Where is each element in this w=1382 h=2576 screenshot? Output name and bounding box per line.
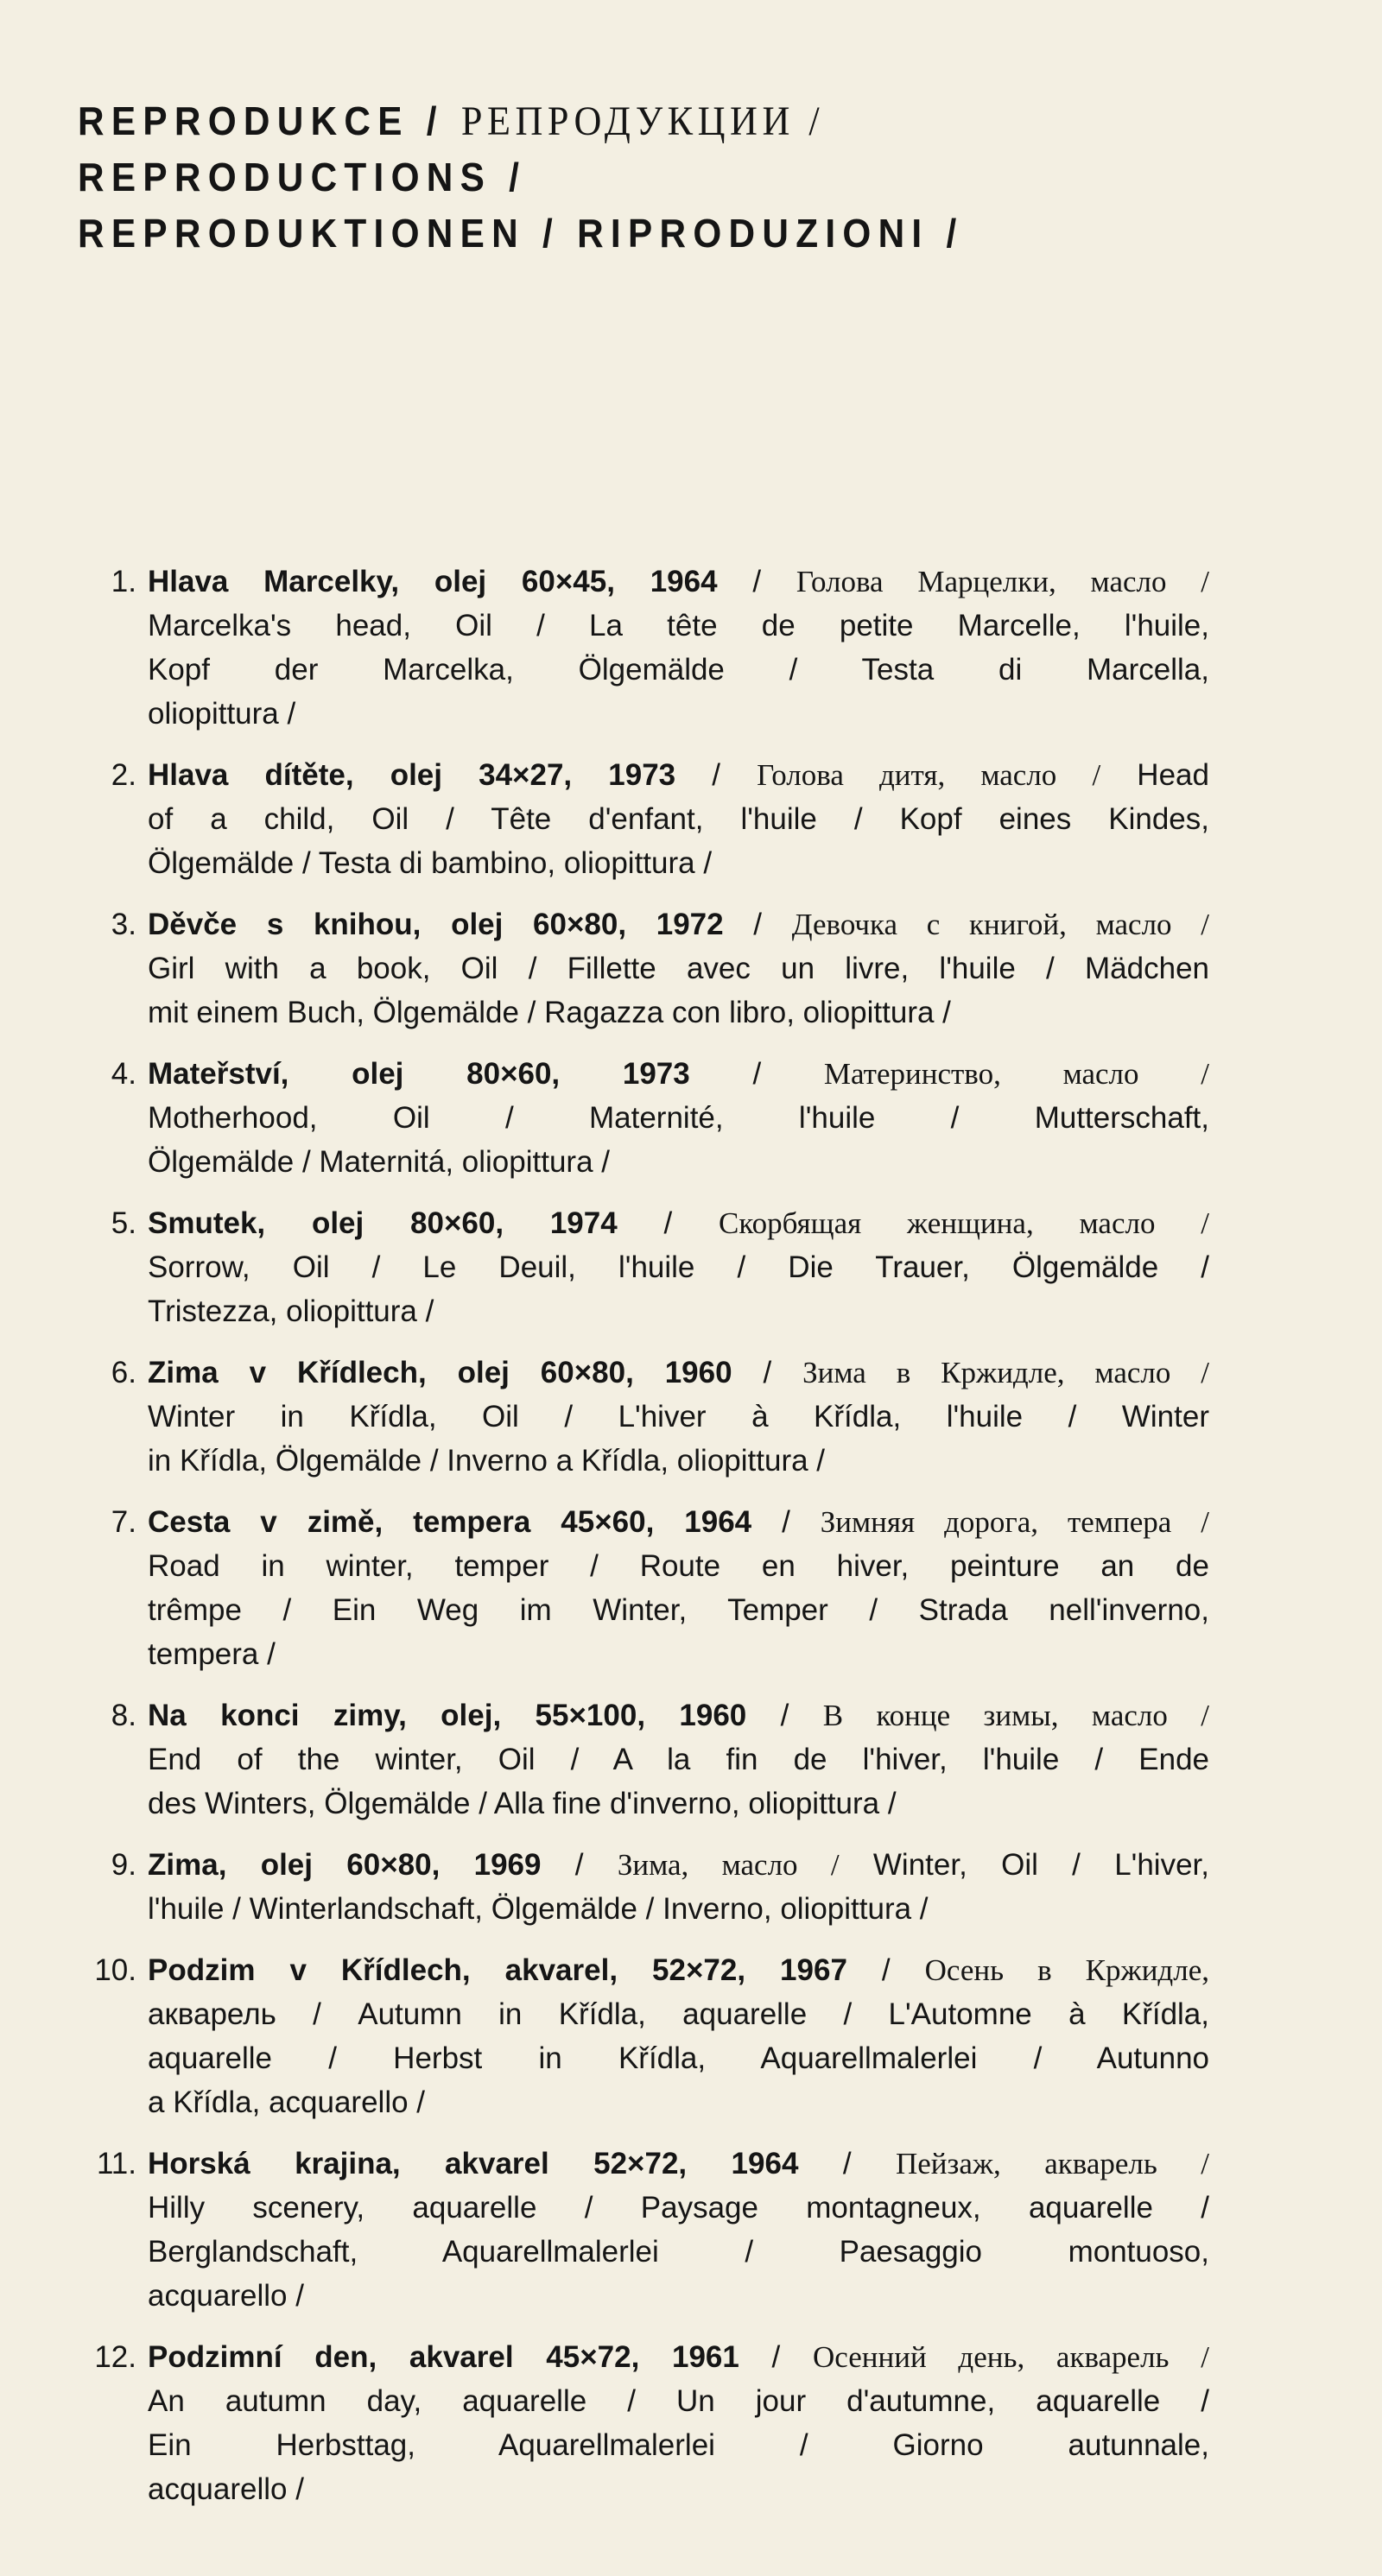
item-line-1: Zima v Křídlech, olej 60×80, 1960 / Зима в Кржидле, масло /	[148, 1356, 1209, 1389]
item-line: Tristezza, oliopittura /	[148, 1294, 434, 1328]
item-line: Motherhood, Oil / Maternité, l'huile / Mutterschaft,	[148, 1101, 1209, 1135]
list-item	[78, 2142, 1209, 2318]
item-number: 3.	[111, 908, 136, 941]
russian-title: Материнство, масло /	[823, 1057, 1209, 1091]
item-number: 1.	[111, 565, 136, 598]
list-item	[78, 1843, 1209, 1931]
page-heading	[78, 93, 1041, 262]
item-line: Sorrow, Oil / Le Deuil, l'huile / Die Trauer, Ölgemälde /	[148, 1250, 1209, 1284]
artwork-title: Podzim v Křídlech, akvarel, 52×72, 1967	[148, 1953, 847, 1987]
item-text	[148, 902, 1209, 1035]
list-item	[78, 1948, 1209, 2124]
item-number: 8.	[111, 1699, 136, 1732]
russian-title: Зима, масло /	[617, 1848, 840, 1882]
russian-title: Голова дитя, масло /	[757, 758, 1101, 792]
item-tail: Head	[1100, 758, 1209, 792]
item-number: 10.	[94, 1953, 136, 1987]
item-line: Road in winter, temper / Route en hiver, peinture an de	[148, 1549, 1209, 1583]
item-text	[148, 1052, 1209, 1184]
item-line-1: Cesta v zimě, tempera 45×60, 1964 / Зимняя дорога, темпера /	[148, 1505, 1209, 1539]
artwork-title: Zima, olej 60×80, 1969	[148, 1848, 542, 1882]
item-line: An autumn day, aquarelle / Un jour d'autumne, aquarelle /	[148, 2384, 1209, 2418]
item-line: End of the winter, Oil / A la fin de l'hiver, l'huile / Ende	[148, 1743, 1209, 1776]
item-line: Berglandschaft, Aquarellmalerlei / Paesaggio montuoso,	[148, 2235, 1209, 2269]
item-line: Winter in Křídla, Oil / L'hiver à Křídla, l'huile / Winter	[148, 1400, 1209, 1434]
item-number: 12.	[94, 2340, 136, 2374]
item-line-1: Hlava Marcelky, olej 60×45, 1964 / Голова Марцелки, масло /	[148, 565, 1209, 598]
list-item	[78, 1201, 1209, 1333]
list-item	[78, 902, 1209, 1035]
artwork-title: Cesta v zimě, tempera 45×60, 1964	[148, 1505, 752, 1539]
item-line: aquarelle / Herbst in Křídla, Aquarellmalerlei / Autunno	[148, 2041, 1209, 2075]
item-line-1: Hlava dítěte, olej 34×27, 1973 / Голова дитя, масло / Head	[148, 758, 1209, 792]
artwork-title: Mateřství, olej 80×60, 1973	[148, 1057, 690, 1091]
heading-line-2: REPRODUCTIONS /	[78, 155, 527, 199]
list-item	[78, 1351, 1209, 1483]
item-text	[148, 1948, 1209, 2124]
artwork-title: Na konci zimy, olej, 55×100, 1960	[148, 1699, 747, 1732]
russian-title: Скорбящая женщина, масло /	[719, 1206, 1209, 1240]
item-line: tempera /	[148, 1637, 276, 1671]
item-text	[148, 1693, 1209, 1826]
list-item	[78, 2335, 1209, 2511]
item-line-1: Na konci zimy, olej, 55×100, 1960 / В конце зимы, масло /	[148, 1699, 1209, 1732]
item-line: a Křídla, acquarello /	[148, 2085, 426, 2119]
artwork-title: Podzimní den, akvarel 45×72, 1961	[148, 2340, 739, 2374]
artwork-title: Děvče s knihou, olej 60×80, 1972	[148, 908, 724, 941]
artwork-title: Hlava dítěte, olej 34×27, 1973	[148, 758, 676, 792]
heading-czech: REPRODUKCE /	[78, 98, 461, 143]
item-line: Ölgemälde / Testa di bambino, oliopittura /	[148, 846, 713, 880]
item-line: trêmpe / Ein Weg im Winter, Temper / Strada nell'inverno,	[148, 1593, 1209, 1627]
item-line: des Winters, Ölgemälde / Alla fine d'inverno, oliopittura /	[148, 1787, 897, 1820]
item-line: Ölgemälde / Maternitá, oliopittura /	[148, 1145, 610, 1179]
item-text	[148, 1843, 1209, 1931]
list-item	[78, 1500, 1209, 1676]
reproductions-list	[78, 560, 1209, 2529]
item-line-1: Smutek, olej 80×60, 1974 / Скорбящая женщина, масло /	[148, 1206, 1209, 1240]
item-number: 5.	[111, 1206, 136, 1240]
list-item	[78, 1052, 1209, 1184]
russian-title: Голова Марцелки, масло /	[796, 565, 1209, 598]
list-item	[78, 1693, 1209, 1826]
russian-title: В конце зимы, масло /	[822, 1699, 1209, 1732]
item-number: 11.	[96, 2147, 136, 2180]
item-line: Ein Herbsttag, Aquarellmalerlei / Giorno autunnale,	[148, 2428, 1209, 2462]
item-text	[148, 560, 1209, 736]
item-line: Girl with a book, Oil / Fillette avec un livre, l'huile / Mädchen	[148, 952, 1209, 985]
item-line: mit einem Buch, Ölgemälde / Ragazza con libro, oliopittura /	[148, 996, 951, 1029]
item-line-1: Zima, olej 60×80, 1969 / Зима, масло / Winter, Oil / L'hiver,	[148, 1848, 1209, 1882]
item-text	[148, 1500, 1209, 1676]
item-line: of a child, Oil / Tête d'enfant, l'huile / Kopf eines Kindes,	[148, 802, 1209, 836]
russian-title: Осенний день, акварель /	[812, 2340, 1209, 2374]
item-line: Marcelka's head, Oil / La tête de petite Marcelle, l'huile,	[148, 609, 1209, 642]
item-text	[148, 1201, 1209, 1333]
item-line-1: Mateřství, olej 80×60, 1973 / Материнство, масло /	[148, 1057, 1209, 1091]
item-line-1: Horská krajina, akvarel 52×72, 1964 / Пейзаж, акварель /	[148, 2147, 1209, 2180]
russian-title: Зимняя дорога, темпера /	[820, 1505, 1209, 1539]
item-line: in Křídla, Ölgemälde / Inverno a Křídla, oliopittura /	[148, 1444, 826, 1478]
item-text	[148, 2142, 1209, 2318]
artwork-title: Smutek, olej 80×60, 1974	[148, 1206, 618, 1240]
artwork-title: Horská krajina, akvarel 52×72, 1964	[148, 2147, 799, 2180]
item-number: 6.	[111, 1356, 136, 1389]
heading-russian: РЕПРОДУКЦИИ /	[460, 98, 825, 144]
item-line-1: Podzimní den, akvarel 45×72, 1961 / Осенний день, акварель /	[148, 2340, 1209, 2374]
list-item	[78, 560, 1209, 736]
item-text	[148, 2335, 1209, 2511]
item-tail: Winter, Oil / L'hiver,	[839, 1848, 1209, 1882]
item-line: акварель / Autumn in Křídla, aquarelle / L'Automne à Křídla,	[148, 1997, 1209, 2031]
item-line: l'huile / Winterlandschaft, Ölgemälde / Inverno, oliopittura /	[148, 1892, 929, 1926]
item-line: acquarello /	[148, 2279, 304, 2313]
item-line: acquarello /	[148, 2472, 304, 2506]
artwork-title: Zima v Křídlech, olej 60×80, 1960	[148, 1356, 732, 1389]
item-text	[148, 753, 1209, 885]
artwork-title: Hlava Marcelky, olej 60×45, 1964	[148, 565, 718, 598]
heading-line-1	[78, 93, 964, 149]
item-line: oliopittura /	[148, 697, 296, 731]
list-item	[78, 753, 1209, 885]
russian-title: Зима в Кржидле, масло /	[802, 1356, 1209, 1389]
item-line: Hilly scenery, aquarelle / Paysage montagneux, aquarelle /	[148, 2191, 1209, 2225]
item-number: 4.	[111, 1057, 136, 1091]
item-line-1: Podzim v Křídlech, akvarel, 52×72, 1967 / Осень в Кржидле,	[148, 1953, 1209, 1987]
item-number: 2.	[111, 758, 136, 792]
item-number: 9.	[111, 1848, 136, 1882]
russian-title: Пейзаж, акварель /	[895, 2147, 1209, 2180]
item-text	[148, 1351, 1209, 1483]
item-line: Kopf der Marcelka, Ölgemälde / Testa di Marcella,	[148, 653, 1209, 687]
russian-title: Осень в Кржидле,	[924, 1953, 1209, 1987]
russian-title: Девочка с книгой, масло /	[791, 908, 1209, 941]
heading-line-3: REPRODUKTIONEN / RIPRODUZIONI /	[78, 211, 964, 256]
item-line-1: Děvče s knihou, olej 60×80, 1972 / Девочка с книгой, масло /	[148, 908, 1209, 941]
item-number: 7.	[111, 1505, 136, 1539]
